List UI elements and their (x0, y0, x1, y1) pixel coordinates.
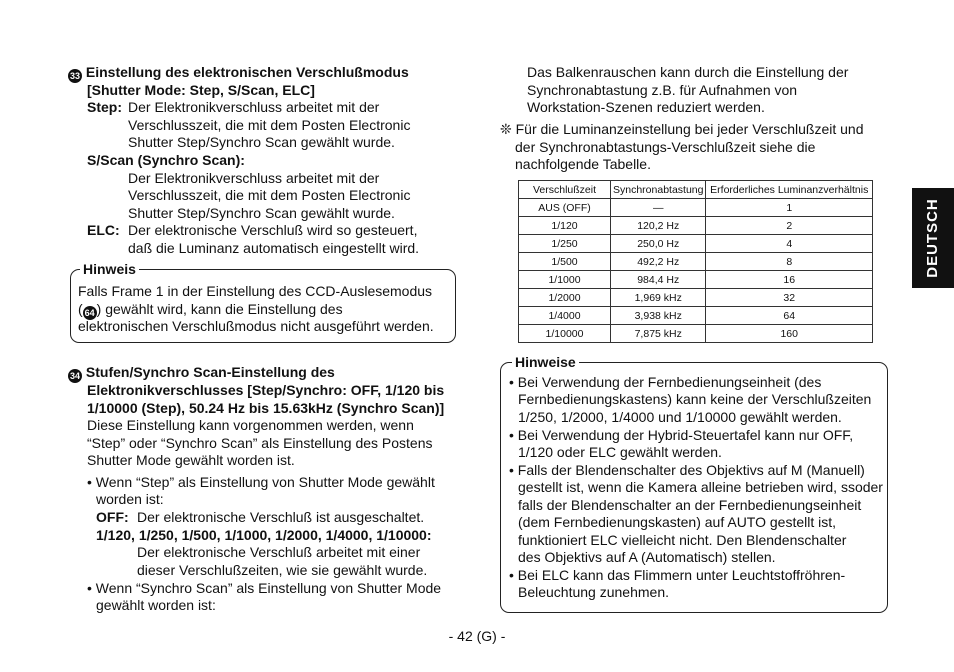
table-cell: 32 (706, 289, 873, 307)
continuation-line-3: Workstation-Szenen reduziert werden. (527, 99, 765, 115)
times-label: 1/120, 1/250, 1/500, 1/1000, 1/2000, 1/4000, 1/10000: (96, 527, 432, 543)
column-header: Erforderliches Luminanzverhältnis (706, 181, 873, 199)
bullet-text: des Objektivs auf A (Automatisch) stellen. (518, 549, 776, 565)
asterisk-icon: ❊ (500, 121, 512, 137)
bullet-text: falls der Blendenschalter an der Fernbedienungseinheit (518, 497, 862, 513)
table-row (519, 235, 873, 253)
bullet-text: Bei Verwendung der Hybrid-Steuertafel kann nur OFF, (517, 427, 854, 443)
step-label: Step: (87, 99, 122, 115)
table-row (519, 199, 873, 217)
bullet-dot: • (509, 427, 514, 443)
intro-line-2: “Step” oder “Synchro Scan” als Einstellung des Postens (87, 435, 433, 451)
bullet-text: 1/250, 1/2000, 1/4000 und 1/10000 gewählt werden. (518, 409, 842, 425)
intro-line-1: Diese Einstellung kann vorgenommen werden, wenn (87, 417, 414, 433)
step-text-2: Verschlusszeit, die mit dem Posten Electronic (128, 117, 411, 133)
off-label: OFF: (96, 509, 129, 525)
hinweise-bullet-3 (509, 462, 865, 480)
hinweis-line-1: Falls Frame 1 in der Einstellung des CCD-Auslesemodus (78, 283, 433, 299)
sscan-text-3: Shutter Step/Synchro Scan gewählt wurde. (128, 205, 395, 221)
synchro-bullet-line-2: gewählt worden ist: (96, 597, 216, 613)
hinweise-title: Hinweise (512, 354, 579, 370)
hinweise-bullet-1 (509, 374, 821, 392)
intro-line-3: Shutter Mode gewählt worden ist. (87, 452, 295, 468)
table-row (519, 289, 873, 307)
times-text-1: Der elektronische Verschluß arbeitet mit einer (137, 544, 421, 560)
table-cell: 2 (706, 217, 873, 235)
note-line-1 (500, 121, 864, 139)
column-header: Verschlußzeit (519, 181, 611, 199)
table-row (519, 253, 873, 271)
bullet-text: gestellt ist, wenn die Kamera alleine betrieben wird, ssoder (518, 479, 883, 495)
step-bullet-line-1 (87, 474, 435, 492)
times-text-2: dieser Verschlußzeiten, wie sie gewählt wurde. (137, 562, 428, 578)
synchro-bullet-line-1 (87, 580, 441, 598)
hinweise-bullet-2 (509, 427, 853, 445)
language-label: DEUTSCH (924, 198, 942, 278)
table-cell: 984,4 Hz (611, 271, 706, 289)
note-line-2: der Synchronabtastungs-Verschlußzeit siehe die (515, 139, 816, 155)
bullet-dot: • (87, 474, 92, 490)
bullet-dot: • (509, 462, 514, 478)
sscan-text-2: Verschlusszeit, die mit dem Posten Electronic (128, 187, 411, 203)
table-row (519, 217, 873, 235)
continuation-line-2: Synchronabtastung z.B. für Aufnahmen von (527, 82, 798, 98)
bullet-text: (dem Fernbedienungskasten) auf AUTO gestellt ist, (518, 514, 837, 530)
table-cell: 7,875 kHz (611, 325, 706, 343)
table-cell: 1/120 (519, 217, 611, 235)
page-number: - 42 (G) - (448, 628, 506, 644)
section-34-heading (68, 364, 335, 383)
bullet-dot: • (509, 567, 514, 583)
table-cell: 250,0 Hz (611, 235, 706, 253)
table-cell: — (611, 199, 706, 217)
bullet-text: Bei ELC kann das Flimmern unter Leuchtstoffröhren- (517, 567, 846, 583)
step-text-1: Der Elektronikverschluss arbeitet mit der (128, 99, 380, 115)
section-number-badge: 33 (69, 71, 80, 81)
column-header: Synchronabtastung (611, 181, 706, 199)
language-side-tab (912, 188, 954, 288)
bullet-text: funktioniert ELC vielleicht nicht. Den Blendenschalter (518, 532, 847, 548)
bullet-text: Fernbedienungskastens) kann keine der Verschlußzeiten (518, 391, 872, 407)
section-title-line3: 1/10000 (Step), 50.24 Hz bis 15.63kHz (Synchro Scan)] (87, 400, 445, 416)
elc-text-1: Der elektronische Verschluß wird so gesteuert, (128, 222, 418, 238)
bullet-text: Bei Verwendung der Fernbedienungseinheit (des (517, 374, 822, 390)
table-cell: 1/500 (519, 253, 611, 271)
table-cell: 1,969 kHz (611, 289, 706, 307)
luminance-table (518, 180, 873, 343)
section-number-badge: 34 (69, 371, 80, 381)
continuation-line-1: Das Balkenrauschen kann durch die Einstellung der (527, 64, 849, 80)
elc-text-2: daß die Luminanz automatisch eingestellt wird. (128, 240, 420, 256)
table-cell: 1/2000 (519, 289, 611, 307)
table-cell: AUS (OFF) (519, 199, 611, 217)
hinweis-box (70, 261, 456, 343)
paren-open: ( (78, 301, 83, 317)
bullet-text: Wenn “Step” als Einstellung von Shutter Mode gewählt (95, 474, 435, 490)
table-cell: 1/4000 (519, 307, 611, 325)
table-cell: 8 (706, 253, 873, 271)
bullet-dot: • (87, 580, 92, 596)
table-row (519, 271, 873, 289)
bullet-dot: • (509, 374, 514, 390)
bullet-text: 1/120 oder ELC gewählt werden. (518, 444, 722, 460)
note-text: Für die Luminanzeinstellung bei jeder Verschlußzeit und (515, 121, 864, 137)
table-cell: 1/10000 (519, 325, 611, 343)
bullet-text: Falls der Blendenschalter des Objektivs auf M (Manuell) (517, 462, 865, 478)
hinweis-title: Hinweis (80, 261, 139, 277)
step-bullet-line-2: worden ist: (96, 491, 164, 507)
table-row (519, 325, 873, 343)
table-cell: 4 (706, 235, 873, 253)
sscan-label: S/Scan (Synchro Scan): (87, 152, 245, 168)
section-title: Stufen/Synchro Scan-Einstellung des (85, 364, 335, 380)
table-cell: 1/250 (519, 235, 611, 253)
hinweise-box (500, 354, 888, 613)
table-cell: 160 (706, 325, 873, 343)
hinweis-line-2-text: ) gewählt wird, kann die Einstellung des (96, 301, 343, 317)
bullet-text: Beleuchtung zunehmen. (518, 584, 669, 600)
table-cell: 120,2 Hz (611, 217, 706, 235)
section-33-heading (68, 64, 409, 83)
reference-badge: 64 (84, 308, 95, 318)
table-cell: 3,938 kHz (611, 307, 706, 325)
table-header-row (519, 181, 873, 199)
section-title-line2: [Shutter Mode: Step, S/Scan, ELC] (87, 82, 315, 98)
sscan-text-1: Der Elektronikverschluss arbeitet mit der (128, 170, 380, 186)
hinweis-line-3: elektronischen Verschlußmodus nicht ausgeführt werden. (78, 318, 434, 334)
table-row (519, 307, 873, 325)
section-title: Einstellung des elektronischen Verschlußmodus (85, 64, 409, 80)
table-cell: 1/1000 (519, 271, 611, 289)
table-cell: 1 (706, 199, 873, 217)
section-title-line2: Elektronikverschlusses [Step/Synchro: OFF, 1/120 bis (87, 382, 445, 398)
table-cell: 64 (706, 307, 873, 325)
off-text: Der elektronische Verschluß ist ausgeschaltet. (137, 509, 425, 525)
step-text-3: Shutter Step/Synchro Scan gewählt wurde. (128, 134, 395, 150)
note-line-3: nachfolgende Tabelle. (515, 156, 651, 172)
table-cell: 492,2 Hz (611, 253, 706, 271)
table-cell: 16 (706, 271, 873, 289)
elc-label: ELC: (87, 222, 120, 238)
bullet-text: Wenn “Synchro Scan” als Einstellung von Shutter Mode (95, 580, 442, 596)
hinweise-bullet-4 (509, 567, 845, 585)
